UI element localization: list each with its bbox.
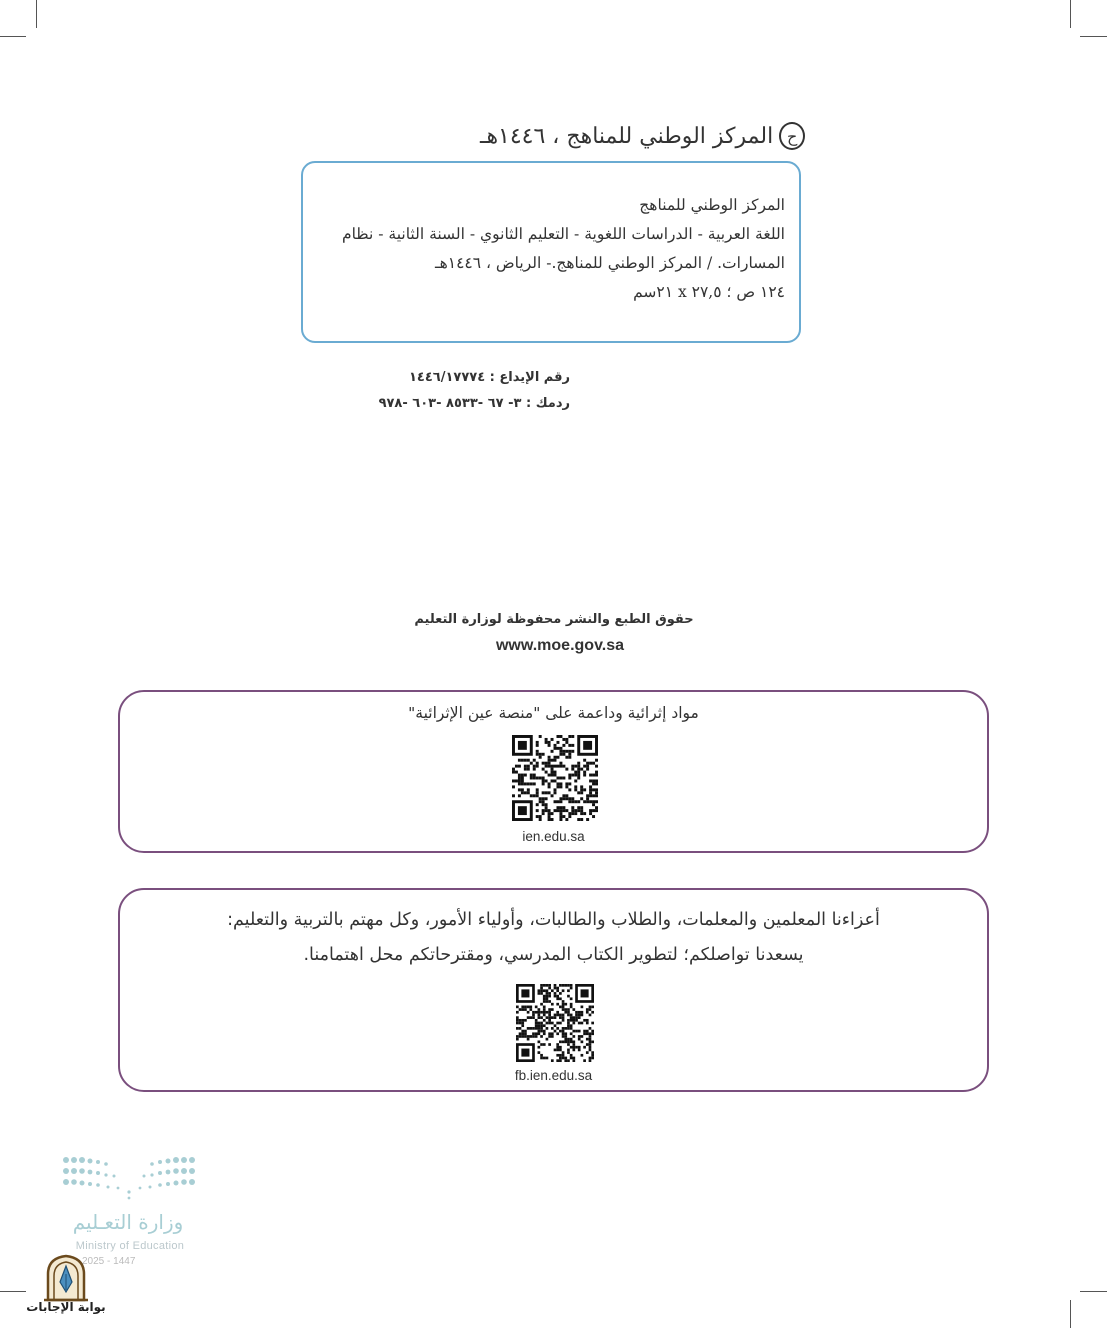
answers-portal-watermark — [22, 1252, 112, 1322]
feedback-text-line1: أعزاءنا المعلمين والمعلمات، والطلاب والطالبات، وأولياء الأمور، وكل مهتم بالتربية والتعليم: — [227, 910, 880, 930]
feedback-text-line2: يسعدنا تواصلكم؛ لتطوير الكتاب المدرسي، ومقترحاتكم محل اهتمامنا. — [303, 945, 804, 965]
crop-mark — [36, 0, 37, 28]
copyright-text: المركز الوطني للمناهج ، ١٤٤٦هـ — [480, 123, 774, 149]
ministry-name-ar: وزارة التعـليم — [72, 1210, 184, 1234]
copyright-symbol: ح — [779, 122, 805, 150]
cataloging-line: المركز الوطني للمناهج — [639, 196, 785, 214]
feedback-url[interactable]: fb.ien.edu.sa — [514, 1068, 593, 1083]
cataloging-line: اللغة العربية - الدراسات اللغوية - التعليم الثانوي - السنة الثانية - نظام — [341, 225, 785, 243]
ien-platform-box — [118, 690, 989, 853]
ministry-name-en: Ministry of Education — [75, 1240, 185, 1252]
ministry-dots-icon — [58, 1152, 203, 1207]
website-link[interactable]: www.moe.gov.sa — [495, 637, 625, 654]
qr-code-icon — [512, 735, 598, 821]
rights-notice: حقوق الطبع والنشر محفوظة لوزارة التعليم — [414, 612, 694, 627]
crop-mark — [1070, 1300, 1071, 1328]
cataloging-line: المسارات. / المركز الوطني للمناهج.- الرياض ، ١٤٤٦هـ — [435, 254, 785, 272]
deposit-number: رقم الإيداع : ١٤٤٦/١٧٧٧٤ — [408, 370, 570, 385]
ministry-year: 2025 - 1447 — [82, 1256, 136, 1267]
legal-info — [360, 365, 570, 417]
copyright-line — [480, 116, 805, 156]
crop-mark — [1070, 0, 1071, 28]
gate-pen-icon — [22, 1252, 110, 1302]
crop-mark — [0, 36, 26, 37]
cataloging-box — [301, 161, 801, 343]
cataloging-line: ١٢٤ ص ؛ ٢٧,٥ x ٢١سم — [633, 283, 785, 301]
feedback-qr-code[interactable] — [516, 984, 594, 1062]
feedback-box — [118, 888, 989, 1092]
isbn: ردمك : ٣- ٦٧ -٨٥٣٣ -٦٠٣ -٩٧٨ — [378, 396, 570, 411]
watermark-text: بوابة الإجابات — [26, 1300, 106, 1314]
qr-code-icon — [516, 984, 594, 1062]
crop-mark — [1080, 1291, 1107, 1292]
ien-qr-code[interactable] — [512, 735, 598, 821]
ien-url[interactable]: ien.edu.sa — [522, 829, 585, 844]
ien-heading: مواد إثرائية وداعمة على "منصة عين الإثرائية" — [408, 704, 699, 722]
crop-mark — [1080, 36, 1107, 37]
